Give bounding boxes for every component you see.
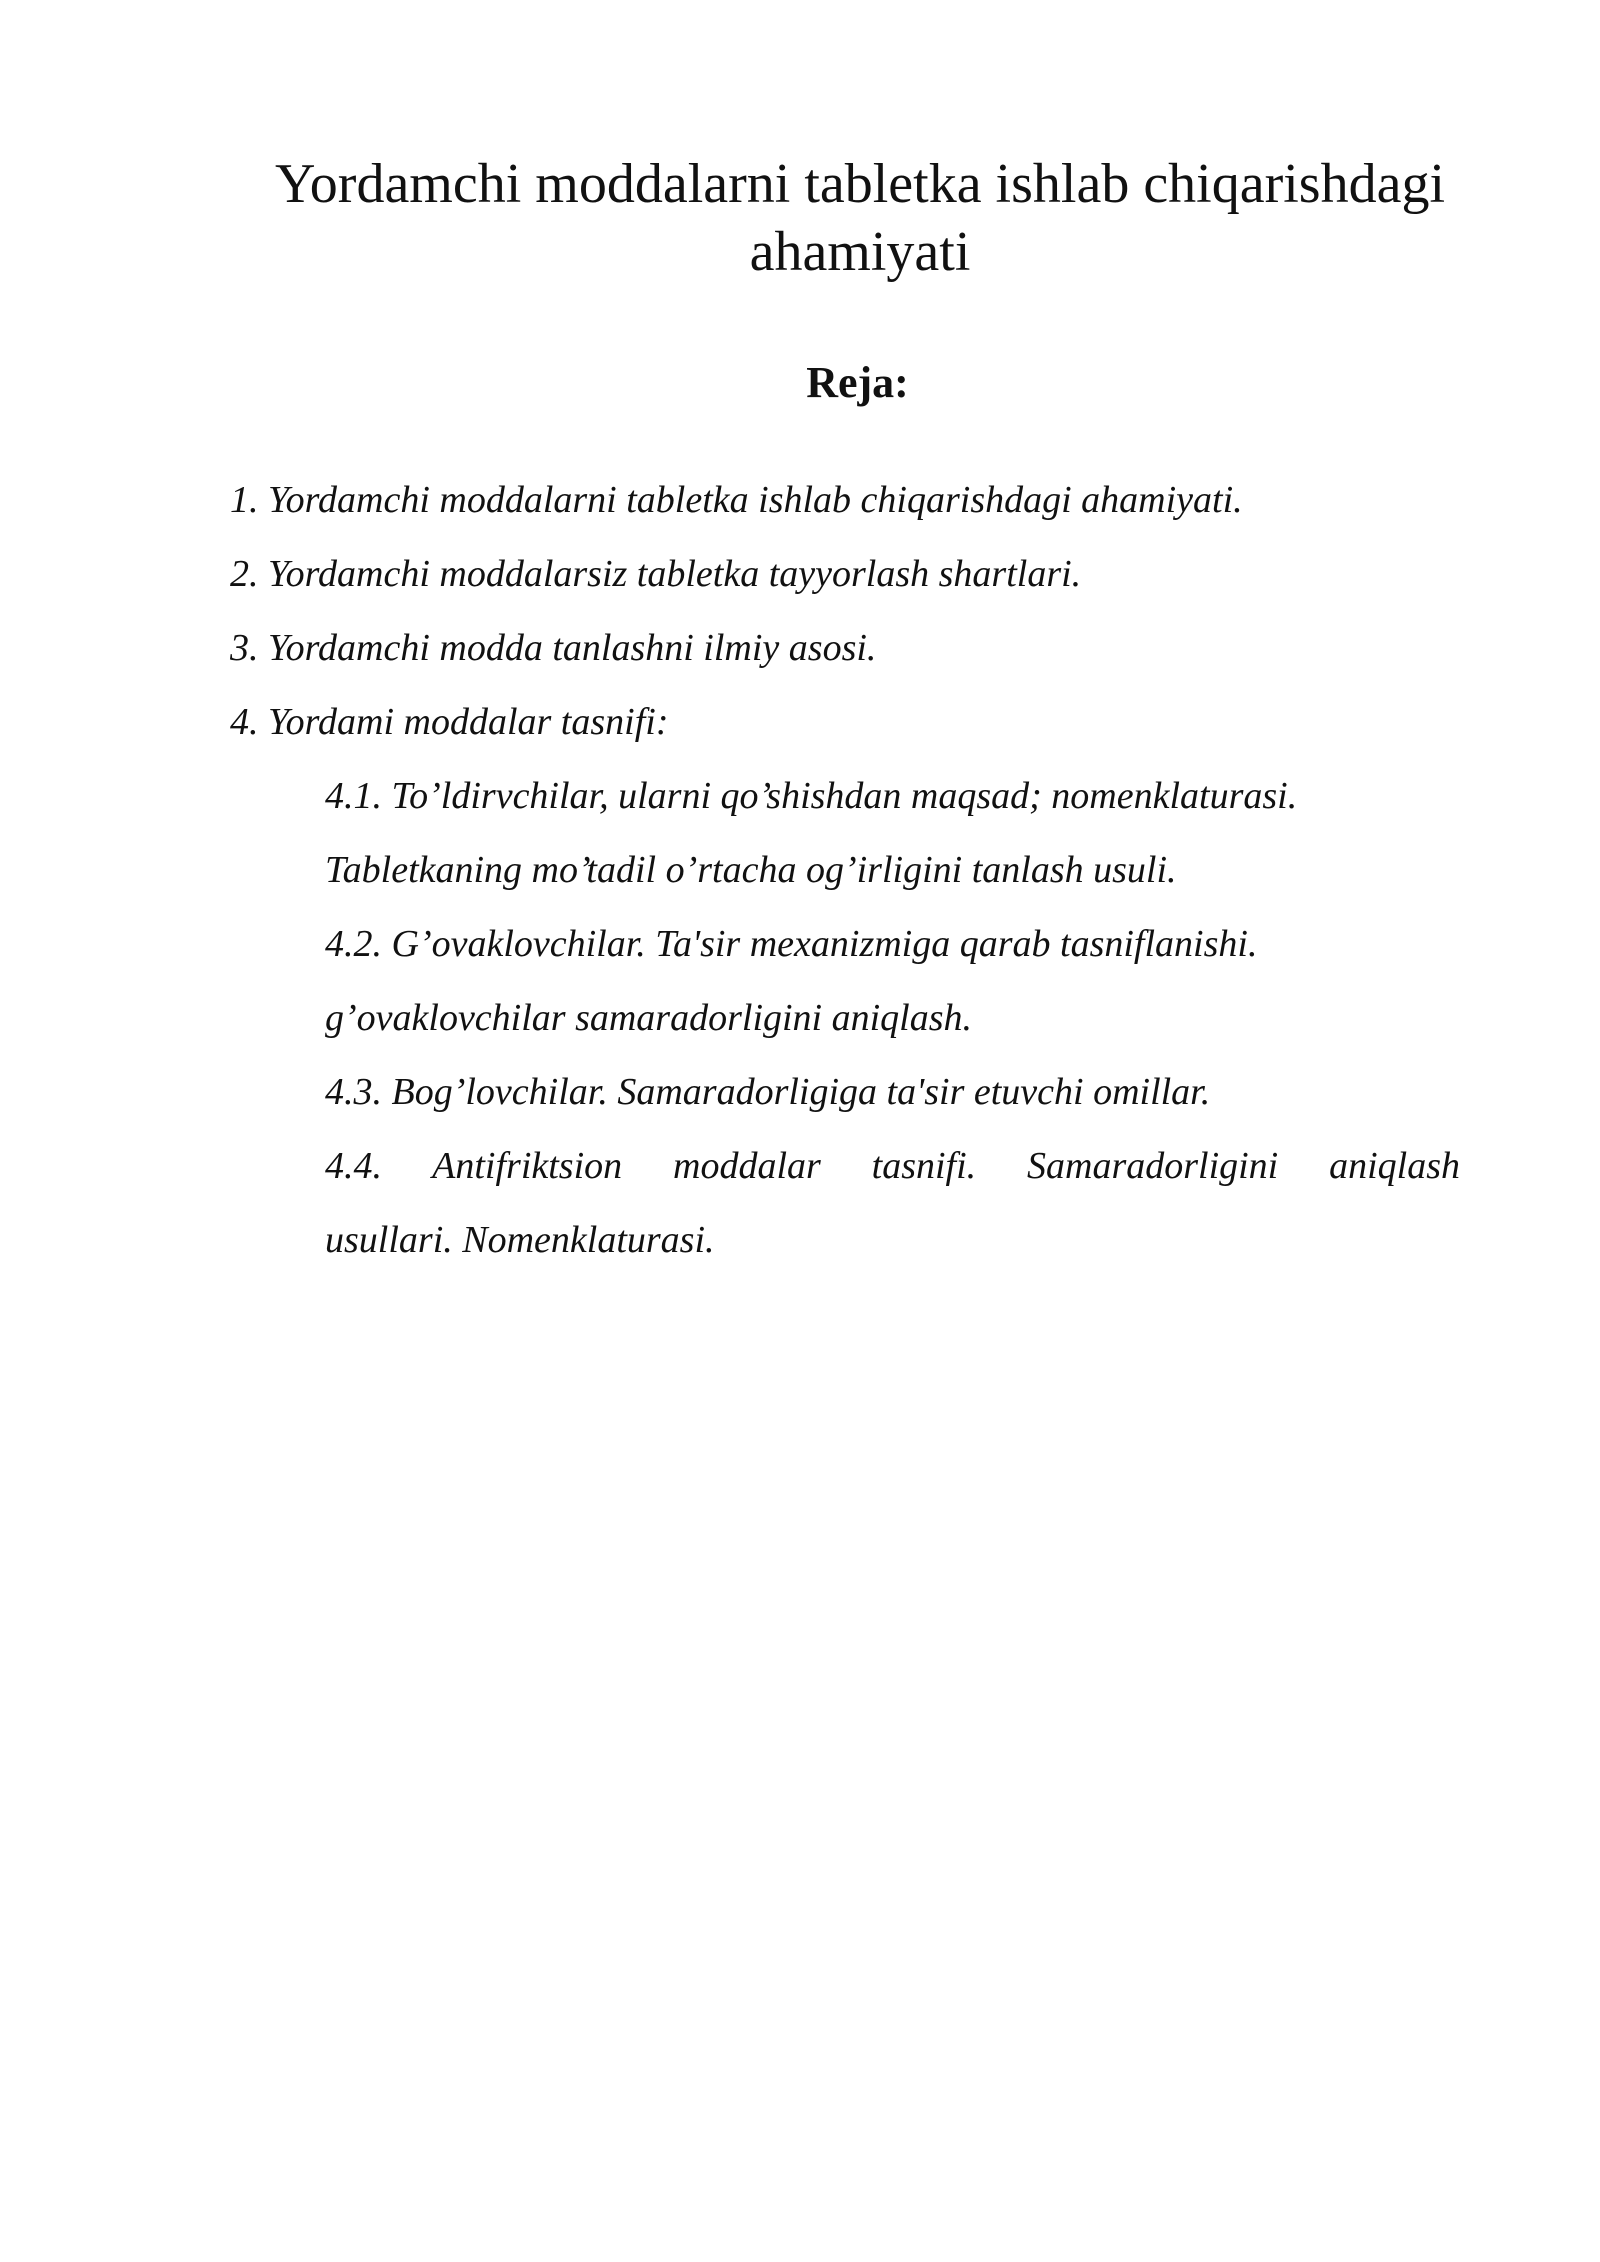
plan-item-2: 2. Yordamchi moddalarsiz tabletka tayyorlash shartlari. bbox=[230, 553, 1082, 595]
plan-item-4: 4. Yordami moddalar tasnifi: bbox=[230, 701, 669, 743]
plan-item-3: 3. Yordamchi modda tanlashni ilmiy asosi. bbox=[230, 627, 877, 669]
title-line-1: Yordamchi moddalarni tabletka ishlab chiqarishdagi bbox=[274, 153, 1446, 215]
plan-subitem-4-1-line-2: Tabletkaning mo’tadil o’rtacha og’irligini tanlash usuli. bbox=[325, 849, 1177, 891]
plan-subitem-4-2-line-1: 4.2. G’ovaklovchilar. Ta'sir mexanizmiga qarab tasniflanishi. bbox=[325, 923, 1258, 965]
plan-subitem-4-4-line-2: usullari. Nomenklaturasi. bbox=[325, 1219, 715, 1261]
plan-subitem-4-1-line-1: 4.1. To’ldirvchilar, ularni qo’shishdan maqsad; nomenklaturasi. bbox=[325, 775, 1298, 817]
plan-subitem-4-2-line-2: g’ovaklovchilar samaradorligini aniqlash. bbox=[325, 997, 973, 1039]
title-line-2: ahamiyati bbox=[749, 221, 971, 283]
plan-heading: Reja: bbox=[806, 358, 909, 407]
plan-subitem-4-3-line-1: 4.3. Bog’lovchilar. Samaradorligiga ta'sir etuvchi omillar. bbox=[325, 1071, 1211, 1113]
plan-subitem-4-4-line-1: 4.4. Antifriktsion moddalar tasnifi. Samaradorligini aniqlash bbox=[325, 1145, 1460, 1187]
plan-item-1: 1. Yordamchi moddalarni tabletka ishlab chiqarishdagi ahamiyati. bbox=[230, 479, 1243, 521]
